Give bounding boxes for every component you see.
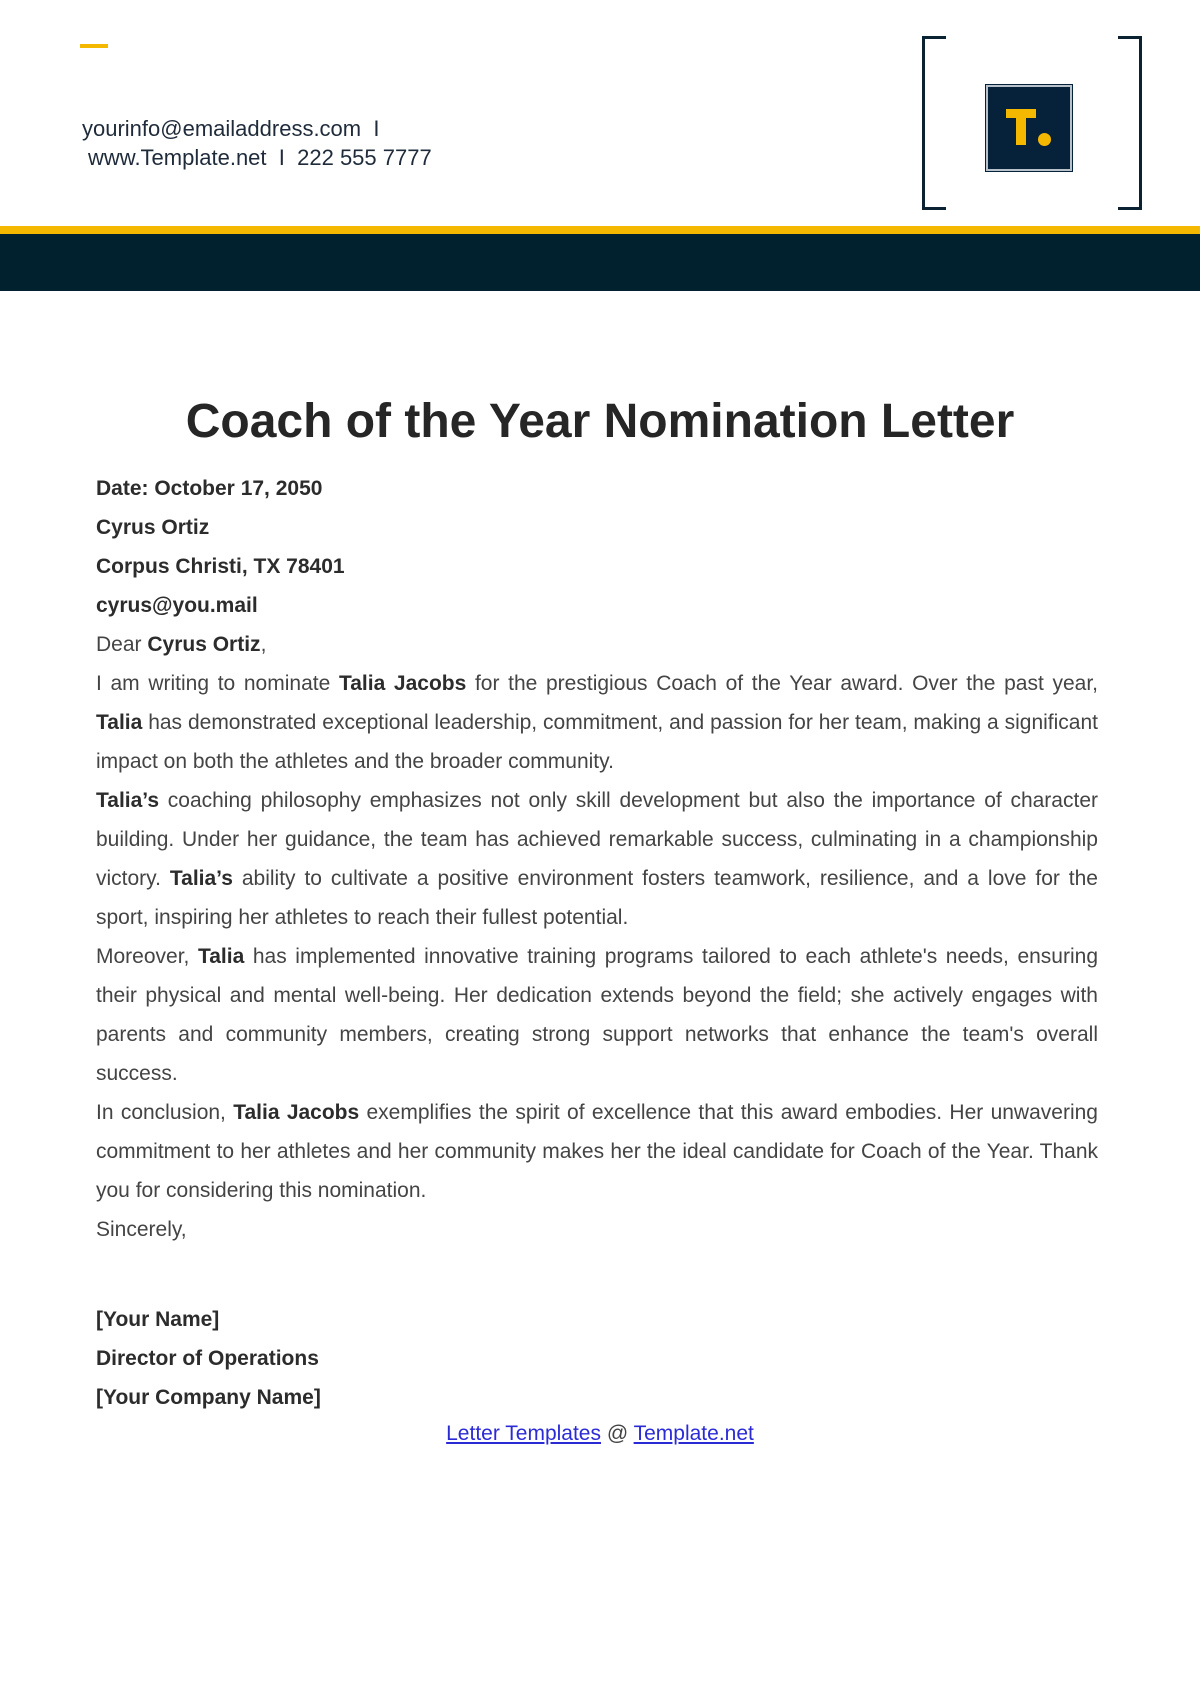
recipient-address: Corpus Christi, TX 78401 [96,555,345,578]
paragraph-2 [96,781,1098,937]
paragraph-3 [96,937,1098,1093]
letter-body [96,469,1098,1417]
contact-line-1 [82,114,432,143]
text-run: has implemented innovative training programs tailored to each athlete's needs, ensuring their physical and mental well-being. Her dedication extends beyond the field; she actively engages with parents and community members, creating strong support networks that enhance the team's overall success. [96,945,1098,1085]
contact-phone: 222 555 7777 [297,145,432,170]
salutation-prefix: Dear [96,633,148,656]
text-run: ability to cultivate a positive environment fosters teamwork, resilience, and a love for the sport, inspiring her athletes to reach their fullest potential. [96,867,1098,929]
text-run: coaching philosophy emphasizes not only skill development but also the importance of character building. Under her guidance, the team has achieved remarkable success, culminating in a championship victory. [96,789,1098,890]
footer-credit [0,1419,1200,1449]
signature-role: Director of Operations [96,1347,319,1370]
footer-at: @ [601,1422,634,1445]
text-run: I am writing to nominate [96,672,339,695]
paragraph-1 [96,664,1098,781]
text-run: has demonstrated exceptional leadership, commitment, and passion for her team, making a significant impact on both the athletes and the broader community. [96,711,1098,773]
right-bracket-icon [1118,36,1142,210]
salutation-name: Cyrus Ortiz [147,633,261,656]
text-run: In conclusion, [96,1101,234,1124]
template-net-link[interactable]: Template.net [633,1422,754,1445]
header-stripe-accent [0,226,1200,234]
letter-templates-link[interactable]: Letter Templates [446,1422,601,1445]
contact-email: yourinfo@emailaddress.com [82,116,362,141]
text-run: for the prestigious Coach of the Year award. Over the past year, [466,672,1098,695]
salutation-suffix: , [260,633,267,656]
logo-frame [922,36,1142,210]
recipient-name: Cyrus Ortiz [96,516,210,539]
closing: Sincerely, [96,1218,187,1241]
nominee-name: Talia Jacobs [338,672,467,695]
signature-spacer [96,1249,1098,1300]
salutation [96,625,1098,664]
contact-separator: I [278,145,285,170]
logo-t-stem [1016,109,1026,145]
contact-website: www.Template.net [88,145,267,170]
nominee-name: Talia Jacobs [233,1101,360,1124]
text-run: Moreover, [96,945,198,968]
page-title: Coach of the Year Nomination Letter [185,395,1015,448]
nominee-name: Talia [96,711,143,734]
contact-line-2 [82,143,432,172]
nominee-name: Talia’s [169,867,233,890]
left-bracket-icon [922,36,946,210]
recipient-email: cyrus@you.mail [96,594,258,617]
text-run: exemplifies the spirit of excellence that this award embodies. Her unwavering commitment to her athletes and her community makes her the ideal candidate for Coach of the Year. Thank you for considering this nomination. [96,1101,1098,1202]
logo-dot [1038,133,1051,146]
signature-company: [Your Company Name] [96,1386,321,1409]
nominee-name: Talia [197,945,245,968]
contact-separator: I [373,116,380,141]
accent-dash [80,44,108,48]
signature-name: [Your Name] [96,1308,220,1331]
contact-info [82,114,432,172]
nominee-name: Talia’s [96,789,160,812]
template-logo-icon [986,85,1072,171]
paragraph-4 [96,1093,1098,1210]
header-band [0,234,1200,291]
letter-date: Date: October 17, 2050 [96,477,323,500]
